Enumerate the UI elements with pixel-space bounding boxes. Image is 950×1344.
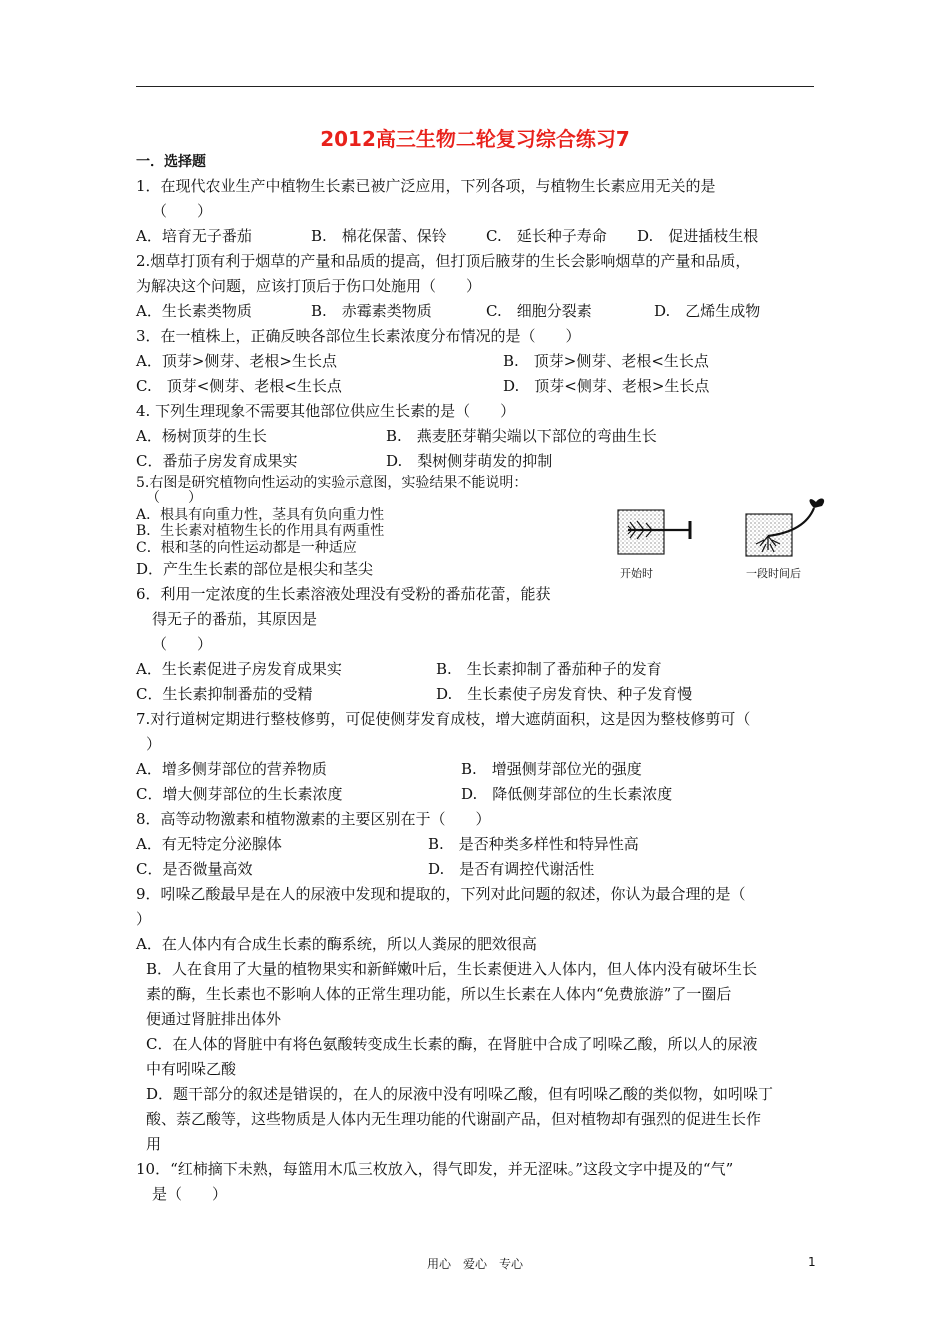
q2-stem-1: 2.烟草打顶有利于烟草的产量和品质的提高，但打顶后腋芽的生长会影响烟草的产量和品质， xyxy=(136,252,751,270)
q1-paren: （ ） xyxy=(152,202,213,220)
q5-option-b: B．生长素对植物生长的作用具有两重性 xyxy=(136,523,385,539)
section-heading: 一．选择题 xyxy=(136,154,206,170)
q2-option-b: B. 赤霉素类物质 xyxy=(311,302,432,320)
q1-option-b: B. 棉花保蕾、保铃 xyxy=(311,227,447,245)
q5-paren: （ ） xyxy=(146,490,202,506)
q2-option-a: A．生长素类物质 xyxy=(136,302,252,320)
q7-stem-1: 7.对行道树定期进行整枝修剪，可促使侧芽发育成枝，增大遮荫面积，这是因为整枝修剪可（ xyxy=(136,710,751,728)
page-number: 1 xyxy=(808,1255,816,1269)
q3-stem: 3．在一植株上，正确反映各部位生长素浓度分布情况的是（ ） xyxy=(136,327,581,345)
q6-option-b: B. 生长素抑制了番茄种子的发育 xyxy=(436,660,662,678)
q7-option-a: A．增多侧芽部位的营养物质 xyxy=(136,760,327,778)
q9-option-c-line2: 中有吲哚乙酸 xyxy=(146,1060,237,1078)
q9-option-c-line1: C．在人体的肾脏中有将色氨酸转变成生长素的酶，在肾脏中合成了吲哚乙酸，所以人的尿液 xyxy=(146,1035,758,1053)
q4-stem: 4. 下列生理现象不需要其他部位供应生长素的是（ ） xyxy=(136,402,516,420)
q6-stem-2: 得无子的番茄，其原因是 xyxy=(152,610,318,628)
q6-option-d: D. 生长素使子房发育快、种子发育慢 xyxy=(436,685,693,703)
q9-option-b-line2: 素的酶，生长素也不影响人体的正常生理功能，所以生长素在人体内“免费旅游”了一圈后 xyxy=(146,985,732,1003)
figure-caption-after: 一段时间后 xyxy=(746,567,801,580)
q4-option-a: A．杨树顶芽的生长 xyxy=(136,427,267,445)
q7-option-b: B. 增强侧芽部位光的强度 xyxy=(461,760,642,778)
q7-option-c: C．增大侧芽部位的生长素浓度 xyxy=(136,785,343,803)
page-title: 2012高三生物二轮复习综合练习7 xyxy=(320,127,630,151)
q9-stem-2: ） xyxy=(136,910,152,928)
q6-paren: （ ） xyxy=(152,635,213,653)
page-footer: 用心 爱心 专心 xyxy=(426,1257,523,1271)
q7-option-d: D. 降低侧芽部位的生长素浓度 xyxy=(461,785,673,803)
q6-option-c: C．生长素抑制番茄的受精 xyxy=(136,685,313,703)
q10-stem-1: 10．“红柿摘下未熟，每篮用木瓜三枚放入，得气即发，并无涩味。”这段文字中提及的“气” xyxy=(136,1160,734,1178)
q3-option-d: D. 顶芽<侧芽、老根>生长点 xyxy=(503,377,710,395)
q3-option-b: B. 顶芽>侧芽、老根<生长点 xyxy=(503,352,709,370)
q8-option-d: D. 是否有调控代谢活性 xyxy=(428,860,595,878)
q4-option-c: C．番茄子房发育成果实 xyxy=(136,452,298,470)
q2-option-c: C. 细胞分裂素 xyxy=(486,302,592,320)
q5-experiment-figure xyxy=(606,494,846,558)
seedling-after-diagram xyxy=(746,499,824,556)
q10-stem-2: 是（ ） xyxy=(152,1185,228,1203)
q3-option-a: A．顶芽>侧芽、老根>生长点 xyxy=(136,352,337,370)
q9-option-a: A．在人体内有合成生长素的酶系统，所以人粪尿的肥效很高 xyxy=(136,935,537,953)
q2-option-d: D. 乙烯生成物 xyxy=(654,302,761,320)
q8-stem: 8．高等动物激素和植物激素的主要区别在于（ ） xyxy=(136,810,491,828)
q1-option-d: D. 促进插枝生根 xyxy=(637,227,759,245)
q1-option-a: A．培育无子番茄 xyxy=(136,227,252,245)
q9-option-d-line1: D．题干部分的叙述是错误的，在人的尿液中没有吲哚乙酸，但有吲哚乙酸的类似物，如吲哚丁 xyxy=(146,1085,774,1103)
q9-option-d-line2: 酸、萘乙酸等，这些物质是人体内无生理功能的代谢副产品，但对植物却有强烈的促进生长作 xyxy=(146,1110,762,1128)
q9-option-d-line3: 用 xyxy=(146,1135,162,1153)
q1-stem: 1．在现代农业生产中植物生长素已被广泛应用，下列各项，与植物生长素应用无关的是 xyxy=(136,177,716,195)
q9-option-b-line1: B．人在食用了大量的植物果实和新鲜嫩叶后，生长素便进入人体内，但人体内没有破坏生长 xyxy=(146,960,758,978)
q8-option-a: A．有无特定分泌腺体 xyxy=(136,835,282,853)
q5-option-a: A．根具有向重力性，茎具有负向重力性 xyxy=(136,507,385,523)
q4-option-d: D. 梨树侧芽萌发的抑制 xyxy=(386,452,553,470)
q6-stem-1: 6．利用一定浓度的生长素溶液处理没有受粉的番茄花蕾，能获 xyxy=(136,585,551,603)
q9-option-b-line3: 便通过肾脏排出体外 xyxy=(146,1010,282,1028)
figure-caption-start: 开始时 xyxy=(620,567,653,580)
q4-option-b: B. 燕麦胚芽鞘尖端以下部位的弯曲生长 xyxy=(386,427,657,445)
q6-option-a: A．生长素促进子房发育成果实 xyxy=(136,660,342,678)
q9-stem-1: 9．吲哚乙酸最早是在人的尿液中发现和提取的，下列对此问题的叙述，你认为最合理的是（ xyxy=(136,885,746,903)
q2-stem-2: 为解决这个问题，应该打顶后于伤口处施用（ ） xyxy=(136,277,482,295)
q5-option-c: C．根和茎的向性运动都是一种适应 xyxy=(136,540,357,556)
seedling-start-diagram xyxy=(618,510,690,554)
q5-stem: 5.右图是研究植物向性运动的实验示意图，实验结果不能说明： xyxy=(136,475,528,491)
q8-option-b: B. 是否种类多样性和特异性高 xyxy=(428,835,639,853)
header-rule xyxy=(136,86,814,87)
q5-option-d: D．产生生长素的部位是根尖和茎尖 xyxy=(136,560,374,578)
q7-stem-2: ） xyxy=(146,735,162,753)
q3-option-c: C. 顶芽<侧芽、老根<生长点 xyxy=(136,377,342,395)
q8-option-c: C．是否微量高效 xyxy=(136,860,253,878)
q1-option-c: C. 延长种子寿命 xyxy=(486,227,607,245)
